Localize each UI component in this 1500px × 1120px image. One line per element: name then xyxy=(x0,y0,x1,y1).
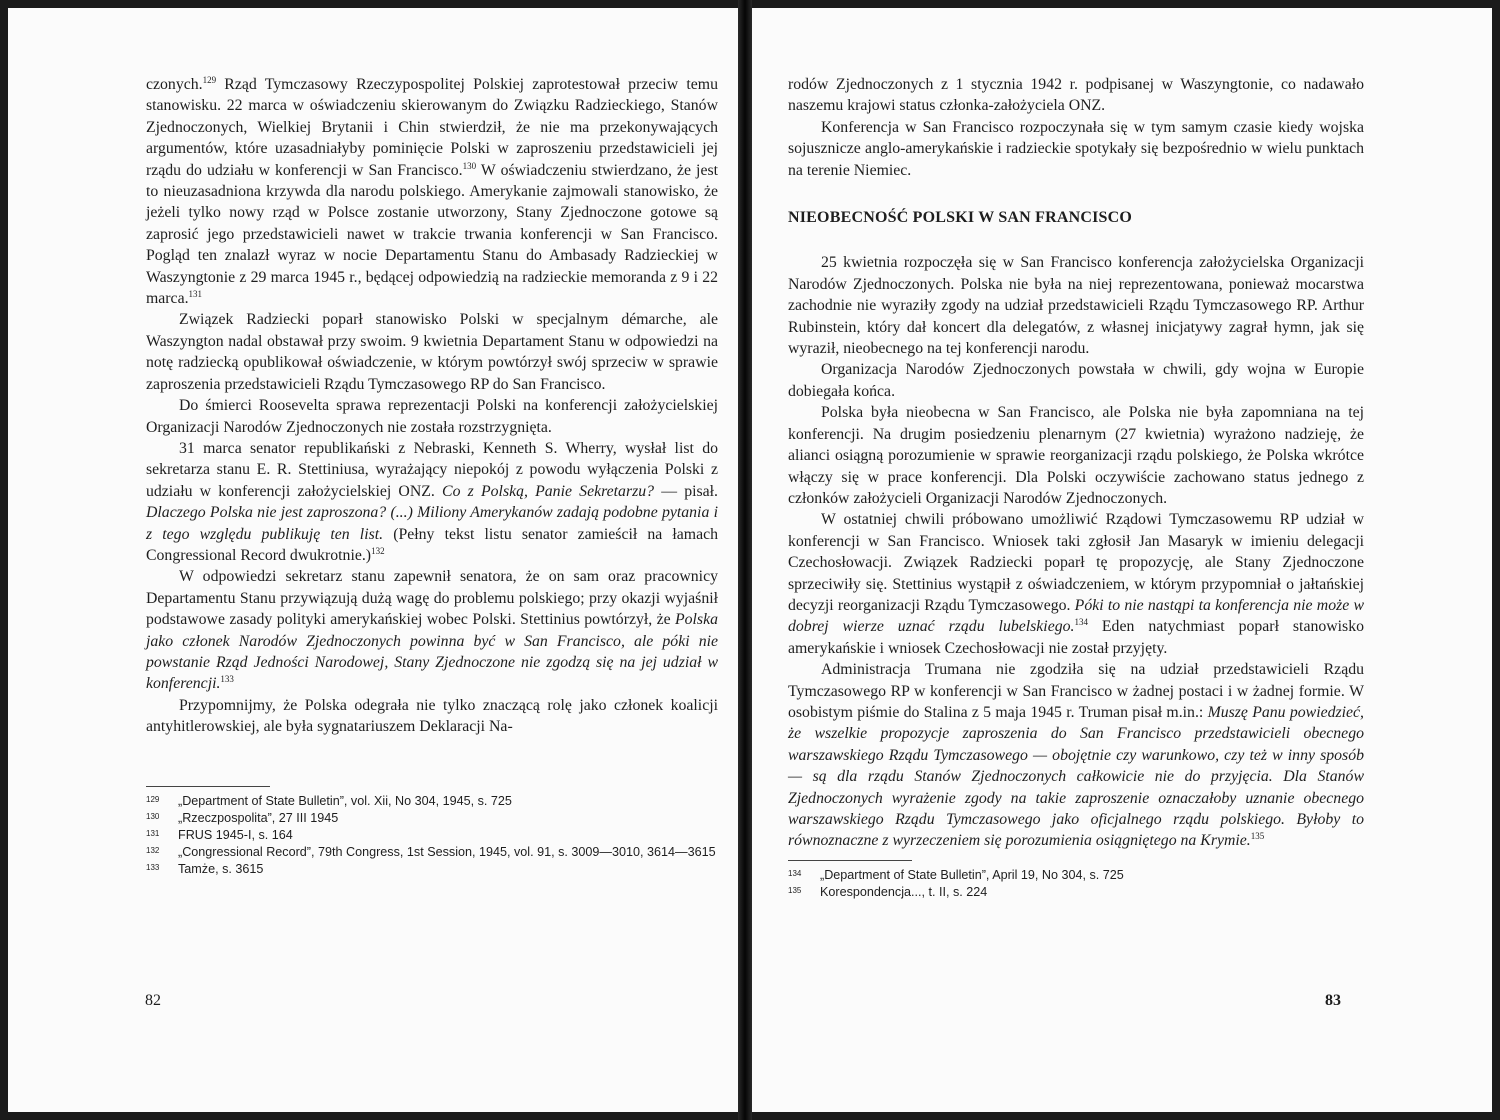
footnote-ref: 135 xyxy=(1250,831,1265,842)
paragraph: Administracja Trumana nie zgodziła się na udział przedstawicieli Rządu Tymczasowego RP w konferencji w San Francisco w żadnej postaci i w żadnej formie. W osobistym piśmie do Stalina z 5 maja 1945 r. Truman pisał m.in.: Muszę Panu powiedzieć, że wszelkie propozycje zaproszenia do San Francisco przedstawicieli obecnego warszawskiego Rządu Tymczasowego — obojętnie czy warunkowo, czy też w inny sposób — są dla rządu Stanów Zjednoczonych całkowicie nie do przyjęcia. Dla Stanów Zjednoczonych wyrażenie zgody na takie zaproszenie oznaczałoby uznanie obecnego warszawskiego Rządu Tymczasowego jako oficjalnego rządu polskiego. Byłoby to równoznaczne z wyrzeczeniem się porozumienia osiągniętego na Krymie.$^{135}$ xyxy=(788,661,1364,850)
paragraph: Związek Radziecki poparł stanowisko Polski w specjalnym démarche, ale Waszyngton nadal obstawał przy swoim. 9 kwietnia Departament Stanu w odpowiedzi na notę radziecką opublikował oświadczenie, w którym powtórzył swój sprzeciw w sprawie zaproszenia przedstawicieli Rządu Tymczasowego RP do San Francisco. xyxy=(146,311,718,393)
page-number: 83 xyxy=(1325,992,1341,1009)
footnote xyxy=(146,810,718,827)
page-number: 82 xyxy=(145,992,161,1009)
italic-quote: Polska jako członek Narodów Zjednoczonych powinna być w San Francisco, ale póki nie powstanie Rząd Jedności Narodowej, Stany Zjednoczone nie zgodzą się na jej udział w konferencji. xyxy=(146,611,718,693)
footnote-text: „Department of State Bulletin”, vol. Xii, No 304, 1945, s. 725 xyxy=(178,793,512,808)
paragraph: czonych.$^{129}$ Rząd Tymczasowy Rzeczypospolitej Polskiej zaprotestował przeciw temu stanowisku. 22 marca w oświadczeniu skierowanym do Związku Radzieckiego, Stanów Zjednoczonych, Wielkiej Brytanii i Chin stwierdził, że nie ma przekonywających argumentów, które uzasadniałyby pominięcie Polski w zaproszeniu przedstawicieli jej rządu do udziału w konferencji w San Francisco.$^{130}$ W oświadczeniu stwierdzano, że jest to nieuzasadniona krzywda dla narodu polskiego. Amerykanie zajmowali stanowisko, że jeżeli tylko nowy rząd w Polsce zostanie utworzony, Stany Zjednoczone gotowe są zaprosić jego przedstawicieli nawet w trakcie trwania konferencji w San Francisco. Pogląd ten znalazł wyraz w nocie Departamentu Stanu do Ambasady Radzieckiej w Waszyngtonie z 29 marca 1945 r., będącej odpowiedzią na radzieckie memoranda z 9 i 22 marca.$^{131}$ xyxy=(146,75,718,308)
footnote-ref: 131 xyxy=(188,289,203,300)
paragraph: Organizacja Narodów Zjednoczonych powstała w chwili, gdy wojna w Europie dobiegała końca. xyxy=(788,361,1364,400)
italic-quote: Dlaczego Polska nie jest zaproszona? (...) Miliony Amerykanów zadają podobne pytania i z tego względu publikuję ten list. xyxy=(146,504,718,543)
footnote-ref: 132 xyxy=(371,545,385,556)
italic-quote: Póki to nie nastąpi ta konferencja nie może w dobrej wierze uznać rządu lubelskiego. xyxy=(788,596,1364,636)
section-heading: NIEOBECNOŚĆ POLSKI W SAN FRANCISCO xyxy=(788,209,1133,227)
left-body xyxy=(146,74,718,738)
footnote-text: „Rzeczpospolita”, 27 III 1945 xyxy=(178,810,339,825)
footnote xyxy=(146,827,718,844)
paragraph: Do śmierci Roosevelta sprawa reprezentacji Polski na konferencji założycielskiej Organizacji Narodów Zjednoczonych nie została rozstrzygnięta. xyxy=(146,397,718,436)
paragraph: W odpowiedzi sekretarz stanu zapewnił senatora, że on sam oraz pracownicy Departamentu Stanu przywiązują dużą wagę do problemu polskiego; przy okazji wyjaśnił podstawowe zasady polityki amerykańskiej wobec Polski. Stettinius powtórzył, że Polska jako członek Narodów Zjednoczonych powinna być w San Francisco, ale póki nie powstanie Rząd Jedności Narodowej, Stany Zjednoczone nie zgodzą się na jej udział w konferencji.$^{133}$ xyxy=(146,568,718,693)
book-gutter xyxy=(738,0,752,1120)
footnote xyxy=(146,793,718,810)
paragraph: Polska była nieobecna w San Francisco, ale Polska nie była zapomniana na tej konferencji. Na drugim posiedzeniu plenarnym (27 kwietnia) wyrażono nadzieję, że alianci osiągną porozumienie w sprawie reorganizacji rządu polskiego, że Polska wkrótce włączy się w prace konferencji. Dla Polski oczywiście zachowano status jednego z członków założycieli Organizacji Narodów Zjednoczonych. xyxy=(788,404,1364,507)
right-text-column xyxy=(788,74,1364,901)
footnote-rule xyxy=(788,860,912,861)
footnote-number: 133 xyxy=(146,862,160,872)
footnote-ref: 134 xyxy=(1074,617,1088,628)
paragraph: W ostatniej chwili próbowano umożliwić Rządowi Tymczasowemu RP udział w konferencji w San Francisco. Wniosek taki zgłosił Jan Masaryk w imieniu delegacji Czechosłowacji. Związek Radziecki poparł tę propozycję, ale Stany Zjednoczone sprzeciwiły się. Stettinius wystąpił z oświadczeniem, w którym przypomniał o jałtańskiej decyzji reorganizacji Rządu Tymczasowego. Póki to nie nastąpi ta konferencja nie może w dobrej wierze uznać rządu lubelskiego.$^{134}$ Eden natychmiast poparł stanowisko amerykańskie i wniosek Czechosłowacji nie został przyjęty. xyxy=(788,511,1364,657)
footnote xyxy=(146,844,718,861)
footnote-number: 135 xyxy=(788,885,802,895)
footnote-number: 132 xyxy=(146,845,160,855)
paragraph: Konferencja w San Francisco rozpoczynała się w tym samym czasie kiedy wojska sojusznicze anglo-amerykańskie i radzieckie spotykały się bezpośrednio w wielu punktach na terenie Niemiec. xyxy=(788,118,1364,179)
right-page xyxy=(752,8,1492,1112)
footnote-number: 129 xyxy=(146,794,160,804)
footnote-ref: 130 xyxy=(462,160,477,171)
footnote-text: FRUS 1945-I, s. 164 xyxy=(178,827,293,842)
paragraph: 25 kwietnia rozpoczęła się w San Francisco konferencja założycielska Organizacji Narodów Zjednoczonych. Polska nie była na niej reprezentowana, ponieważ mocarstwa zachodnie nie wyraziły zgody na udział przedstawicieli Rządu Tymczasowego RP. Arthur Rubinstein, który dał koncert dla delegatów, z własnej inicjatywy zagrał hymn, jak się wyraził, nieobecnego na tej konferencji narodu. xyxy=(788,254,1364,358)
right-intro xyxy=(788,74,1364,181)
footnote-rule xyxy=(146,786,270,787)
footnote-number: 134 xyxy=(788,868,802,878)
footnote-number: 130 xyxy=(146,811,160,821)
italic-quote: Muszę Panu powiedzieć, że wszelkie propozycje zaproszenia do San Francisco przedstawicieli obecnego warszawskiego Rządu Tymczasowego — obojętnie czy warunkowo, czy też w inny sposób — są dla rządu Stanów Zjednoczonych całkowicie nie do przyjęcia. Dla Stanów Zjednoczonych wyrażenie zgody na takie zaproszenie oznaczałoby uznanie obecnego warszawskiego Rządu Tymczasowego jako oficjalnego rządu polskiego. Byłoby to równoznaczne z wyrzeczeniem się porozumienia osiągniętego na Krymie. xyxy=(788,703,1364,850)
footnote xyxy=(788,884,1364,901)
footnote-ref: 133 xyxy=(220,674,234,685)
footnote-text: „Congressional Record”, 79th Congress, 1st Session, 1945, vol. 91, s. 3009—3010, 3614—3615 xyxy=(178,844,716,859)
left-footnotes xyxy=(146,793,718,878)
paragraph: rodów Zjednoczonych z 1 stycznia 1942 r. podpisanej w Waszyngtonie, co nadawało naszemu krajowi status członka-założyciela ONZ. xyxy=(788,76,1364,115)
right-body xyxy=(788,252,1364,851)
footnote xyxy=(146,861,718,878)
italic-quote: Co z Polską, Panie Sekretarzu? xyxy=(442,482,655,500)
footnote xyxy=(788,867,1364,884)
footnote-text: Korespondencja..., t. II, s. 224 xyxy=(820,884,988,899)
footnote-number: 131 xyxy=(146,828,160,838)
footnote-ref: 129 xyxy=(202,75,217,85)
left-page xyxy=(8,8,738,1112)
right-footnotes xyxy=(788,867,1364,901)
footnote-text: „Department of State Bulletin”, April 19, No 304, s. 725 xyxy=(820,867,1124,882)
footnote-text: Tamże, s. 3615 xyxy=(178,861,264,876)
paragraph: Przypomnijmy, że Polska odegrała nie tylko znaczącą rolę jako członek koalicji antyhitlerowskiej, ale była sygnatariuszem Deklaracji Na- xyxy=(146,696,718,736)
left-text-column xyxy=(146,74,718,878)
paragraph: 31 marca senator republikański z Nebraski, Kenneth S. Wherry, wysłał list do sekretarza stanu E. R. Stettiniusa, wyrażający niepokój z powodu wyłączenia Polski z udziału w konferencji założycielskiej ONZ. Co z Polską, Panie Sekretarzu? — pisał. Dlaczego Polska nie jest zaproszona? (...) Miliony Amerykanów zadają podobne pytania i z tego względu publikuję ten list. (Pełny tekst listu senator zamieścił na łamach Congressional Record dwukrotnie.)$^{132}$ xyxy=(146,439,719,564)
